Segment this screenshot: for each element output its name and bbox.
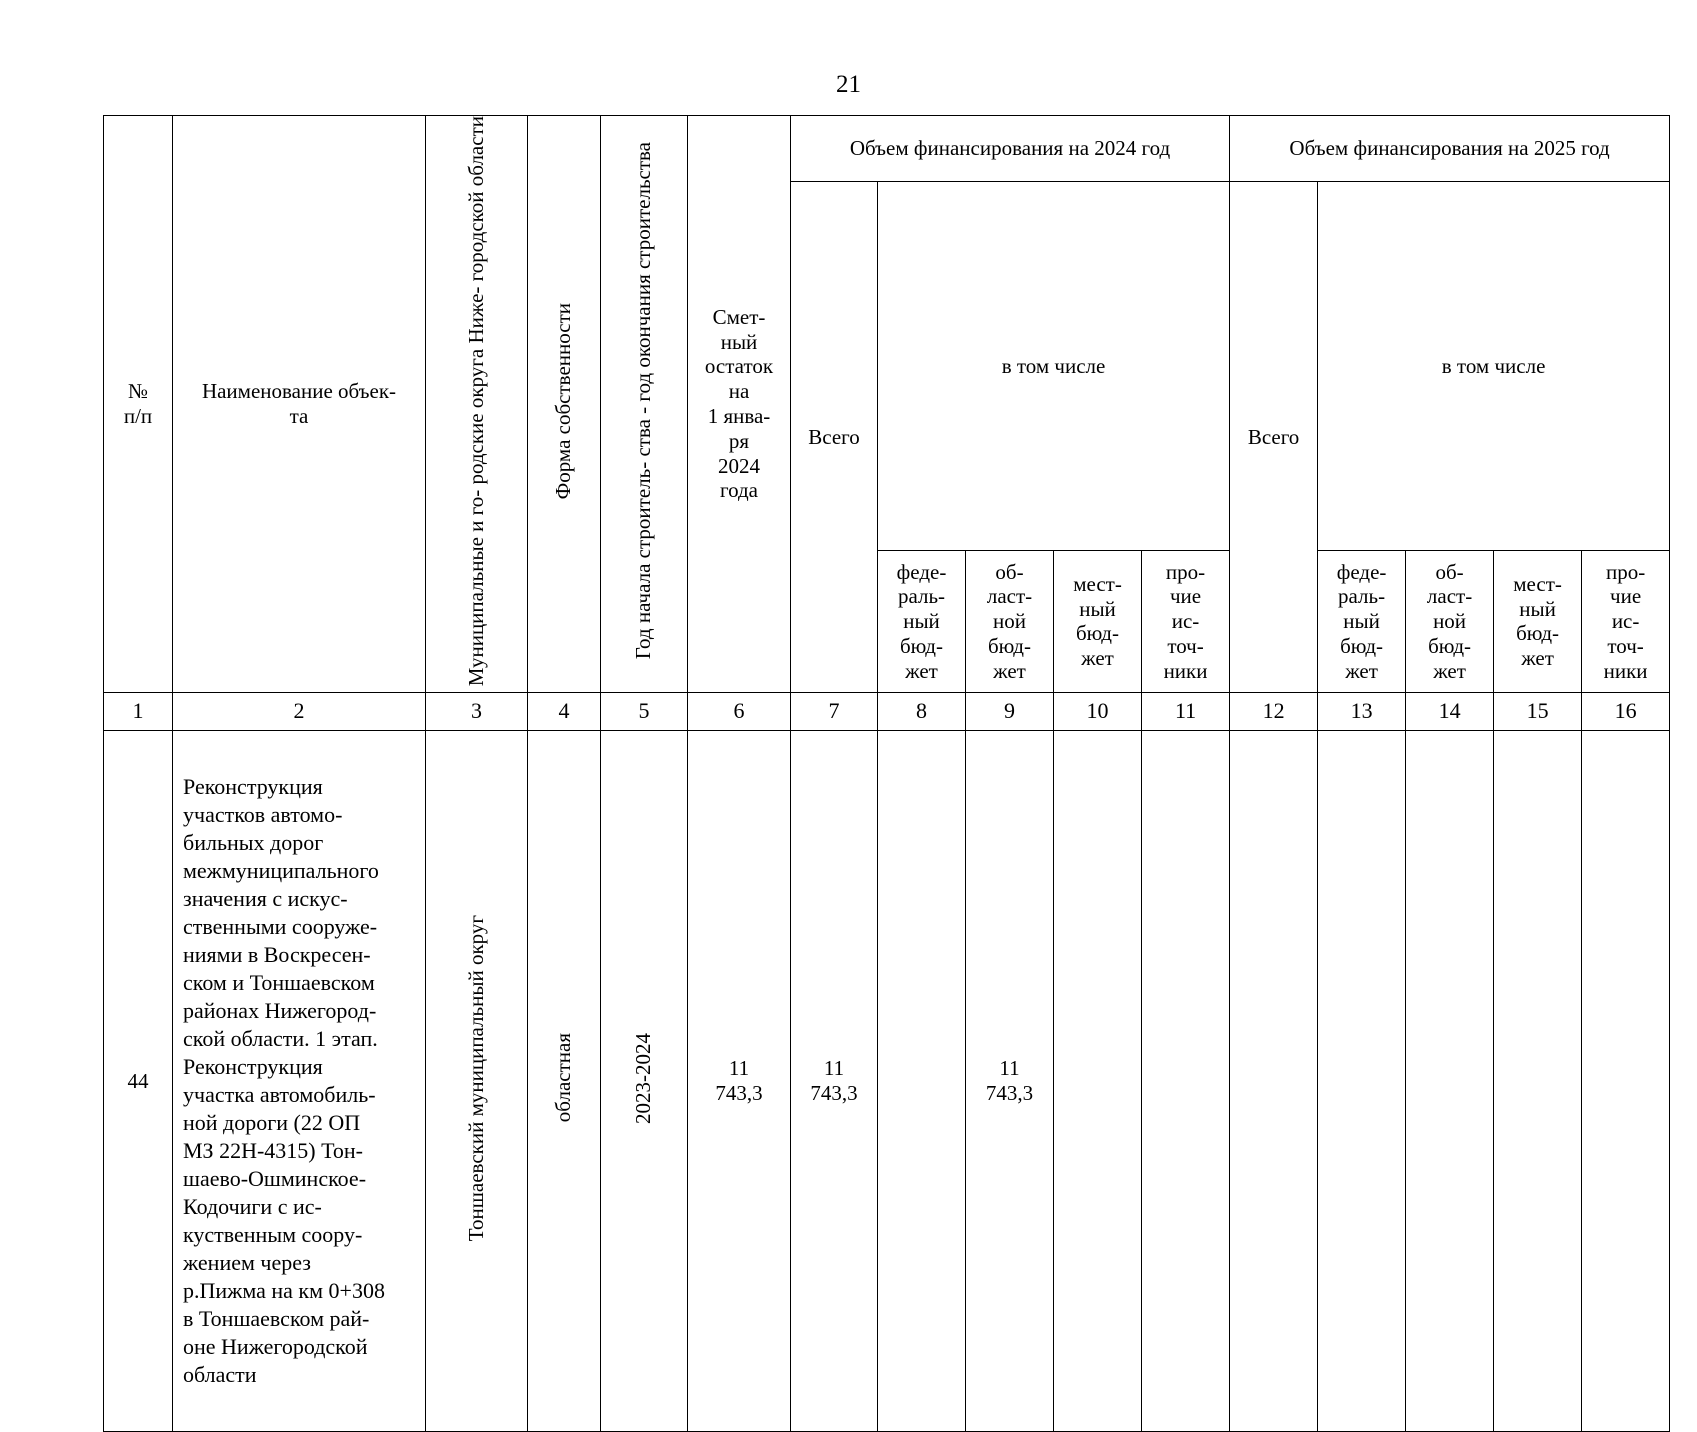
column-number: 1 [104, 692, 173, 730]
header-num: № п/п [104, 116, 173, 693]
row-object-name: Реконструкция участков автомо- бильных дорог межмуниципального значения с искус- ственными сооруже- ниями в Воскресен- ском и Тоншаевском районах Нижегород- ской области. 1 этап. Реконструкция участка автомобиль- ной дороги (22 ОП МЗ 22Н-4315) Тон- шаево-Ошминское- Кодочиги с ис- куственным соору- жением через р.Пижма на км 0+308 в Тоншаевском рай- оне Нижегородской области [173, 730, 426, 1431]
header-regional-2025: об- ласт- ной бюд- жет [1406, 550, 1494, 692]
column-number: 8 [878, 692, 966, 730]
column-number: 7 [791, 692, 878, 730]
header-row-top [104, 116, 1670, 182]
row-other-2025 [1582, 730, 1670, 1431]
header-total-2025: Всего [1230, 182, 1318, 693]
column-number: 9 [966, 692, 1054, 730]
page-number: 21 [836, 71, 861, 98]
column-number: 6 [688, 692, 791, 730]
header-municipality: Муниципальные и го- родские округа Ниже- городской области [426, 116, 528, 693]
row-regional-2025 [1406, 730, 1494, 1431]
column-number: 11 [1142, 692, 1230, 730]
header-other-2025: про- чие ис- точ- ники [1582, 550, 1670, 692]
row-regional-2024: 11 743,3 [966, 730, 1054, 1431]
row-ownership: областная [528, 730, 601, 1431]
table-row [104, 730, 1670, 1431]
column-number: 5 [601, 692, 688, 730]
column-number: 2 [173, 692, 426, 730]
row-remainder: 11 743,3 [688, 730, 791, 1431]
column-number: 10 [1054, 692, 1142, 730]
row-years: 2023-2024 [601, 730, 688, 1431]
header-local-2025: мест- ный бюд- жет [1494, 550, 1582, 692]
header-fin-2025: Объем финансирования на 2025 год [1230, 116, 1670, 182]
row-local-2025 [1494, 730, 1582, 1431]
header-incl-2025: в том числе [1318, 182, 1670, 551]
row-total-2025 [1230, 730, 1318, 1431]
column-number: 13 [1318, 692, 1406, 730]
row-federal-2025 [1318, 730, 1406, 1431]
row-other-2024 [1142, 730, 1230, 1431]
row-total-2024: 11 743,3 [791, 730, 878, 1431]
header-name: Наименование объек- та [173, 116, 426, 693]
column-number: 12 [1230, 692, 1318, 730]
header-other-2024: про- чие ис- точ- ники [1142, 550, 1230, 692]
column-number: 3 [426, 692, 528, 730]
financing-table [103, 115, 1670, 1432]
header-incl-2024: в том числе [878, 182, 1230, 551]
header-regional-2024: об- ласт- ной бюд- жет [966, 550, 1054, 692]
column-number: 14 [1406, 692, 1494, 730]
header-years: Год начала строитель- ства - год окончания строительства [601, 116, 688, 693]
row-num: 44 [104, 730, 173, 1431]
column-number-row [104, 692, 1670, 730]
column-number: 4 [528, 692, 601, 730]
header-federal-2025: феде- раль- ный бюд- жет [1318, 550, 1406, 692]
header-federal-2024: феде- раль- ный бюд- жет [878, 550, 966, 692]
header-total-2024: Всего [791, 182, 878, 693]
header-remainder: Смет- ный остаток на 1 янва- ря 2024 года [688, 116, 791, 693]
header-local-2024: мест- ный бюд- жет [1054, 550, 1142, 692]
column-number: 15 [1494, 692, 1582, 730]
row-municipality: Тоншаевский муниципальный округ [426, 730, 528, 1431]
row-local-2024 [1054, 730, 1142, 1431]
column-number: 16 [1582, 692, 1670, 730]
header-fin-2024: Объем финансирования на 2024 год [791, 116, 1230, 182]
header-ownership: Форма собственности [528, 116, 601, 693]
row-federal-2024 [878, 730, 966, 1431]
